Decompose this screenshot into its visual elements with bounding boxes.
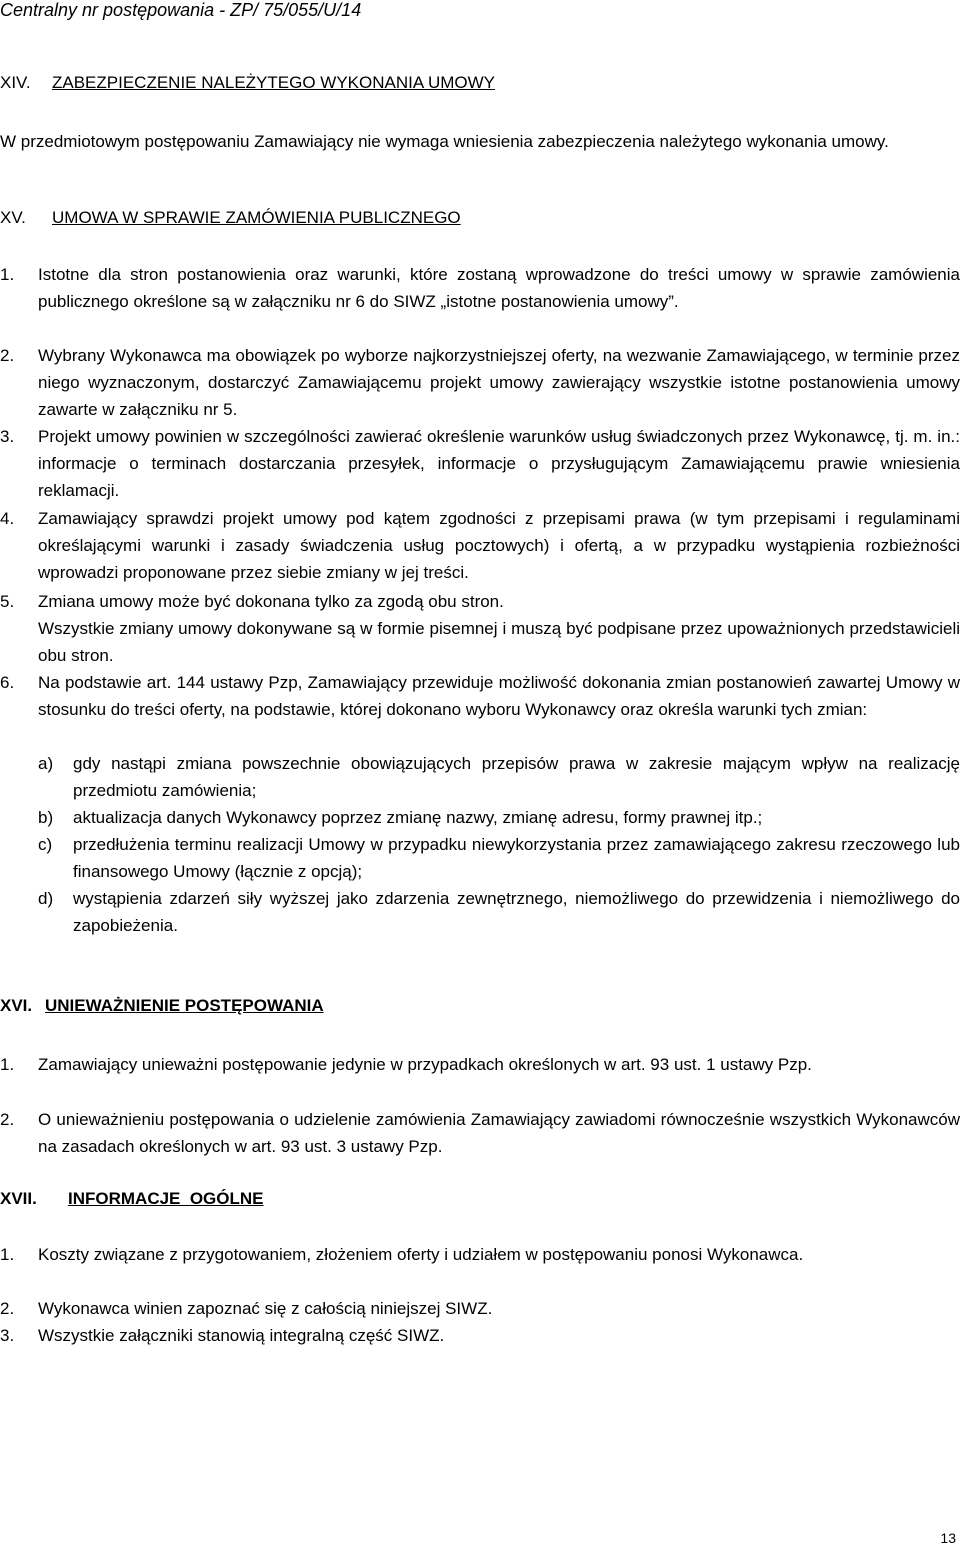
section-title: ZABEZPIECZENIE NALEŻYTEGO WYKONANIA UMOWY: [52, 73, 496, 92]
list-item: 2. Wykonawca winien zapoznać się z całością niniejszej SIWZ.: [0, 1299, 493, 1318]
sub-item: d) wystąpienia zdarzeń siły wyższej jako zdarzenia zewnętrznego, niemożliwego do przewidzenia i niemożliwego do zapobieżenia.: [38, 889, 960, 935]
section-xvi-heading: [0, 996, 324, 1016]
list-item: 5. Zmiana umowy może być dokonana tylko za zgodą obu stron. Wszystkie zmiany umowy dokonywane są w formie pisemnej i muszą być podpisane przez upoważnionych przedstawicieli obu stron.: [0, 592, 960, 665]
section-xiv-text: W przedmiotowym postępowaniu Zamawiający nie wymaga wniesienia zabezpieczenia należytego wykonania umowy.: [0, 132, 889, 151]
section-xiv-heading: [0, 73, 495, 93]
list-item: 1. Koszty związane z przygotowaniem, złożeniem oferty i udziałem w postępowaniu ponosi Wykonawca.: [0, 1245, 804, 1264]
section-title: UNIEWAŻNIENIE POSTĘPOWANIA: [45, 996, 324, 1015]
list-item: 3. Projekt umowy powinien w szczególności zawierać określenie warunków usług świadczonych przez Wykonawcę, tj. m. in.: informacje o terminach dostarczania przesyłek, informacje o przysługującym Zamawiającemu prawie wniesienia reklamacji.: [0, 427, 960, 500]
section-number: XIV.: [0, 73, 31, 92]
sub-item: a) gdy nastąpi zmiana powszechnie obowiązujących przepisów prawa w zakresie mającym wpływ na realizację przedmiotu zamówienia;: [38, 754, 960, 800]
section-number: XVI.: [0, 996, 33, 1015]
section-title: INFORMACJE OGÓLNE: [68, 1189, 264, 1208]
section-number: XVII.: [0, 1189, 37, 1208]
list-item: 3. Wszystkie załączniki stanowią integralną część SIWZ.: [0, 1326, 445, 1345]
list-item: 1. Istotne dla stron postanowienia oraz warunki, które zostaną wprowadzone do treści umowy w sprawie zamówienia publicznego określone są w załączniku nr 6 do SIWZ „istotne postanowienia umowy”.: [0, 265, 960, 311]
list-item: 4. Zamawiający sprawdzi projekt umowy pod kątem zgodności z przepisami prawa (w tym przepisami i regulaminami określającymi warunki i zasady świadczenia usług pocztowych) i ofertą, a w przypadku wystąpienia rozbieżności wprowadzi proponowane przez siebie zmiany w jej treści.: [0, 509, 960, 582]
page-number: 13: [940, 1530, 956, 1546]
list-item: 2. O unieważnieniu postępowania o udzielenie zamówienia Zamawiający zawiadomi równocześnie wszystkich Wykonawców na zasadach określonych w art. 93 ust. 3 ustawy Pzp.: [0, 1110, 960, 1156]
section-number: XV.: [0, 208, 26, 227]
section-xvii-heading: [0, 1189, 264, 1209]
list-item: 1. Zamawiający unieważni postępowanie jedynie w przypadkach określonych w art. 93 ust. 1 ustawy Pzp.: [0, 1055, 812, 1074]
section-title: UMOWA W SPRAWIE ZAMÓWIENIA PUBLICZNEGO: [52, 208, 461, 227]
list-item: 6. Na podstawie art. 144 ustawy Pzp, Zamawiający przewiduje możliwość dokonania zmian postanowień zawartej Umowy w stosunku do treści oferty, na podstawie, której dokonano wyboru Wykonawcy oraz określa warunki tych zmian:: [0, 673, 960, 719]
list-item: 2. Wybrany Wykonawca ma obowiązek po wyborze najkorzystniejszej oferty, na wezwanie Zamawiającego, w terminie przez niego wyznaczonym, dostarczyć Zamawiającemu projekt umowy zawierający wszystkie istotne postanowienia umowy zawarte w załączniku nr 5.: [0, 346, 960, 419]
section-xv-heading: [0, 208, 461, 228]
sub-item: b) aktualizacja danych Wykonawcy poprzez zmianę nazwy, zmianę adresu, formy prawnej itp.;: [38, 808, 763, 827]
sub-item: c) przedłużenia terminu realizacji Umowy w przypadku niewykorzystania przez zamawiającego zakresu rzeczowego lub finansowego Umowy (łącznie z opcją);: [38, 835, 960, 881]
page-header: Centralny nr postępowania - ZP/ 75/055/U/14: [0, 0, 362, 20]
